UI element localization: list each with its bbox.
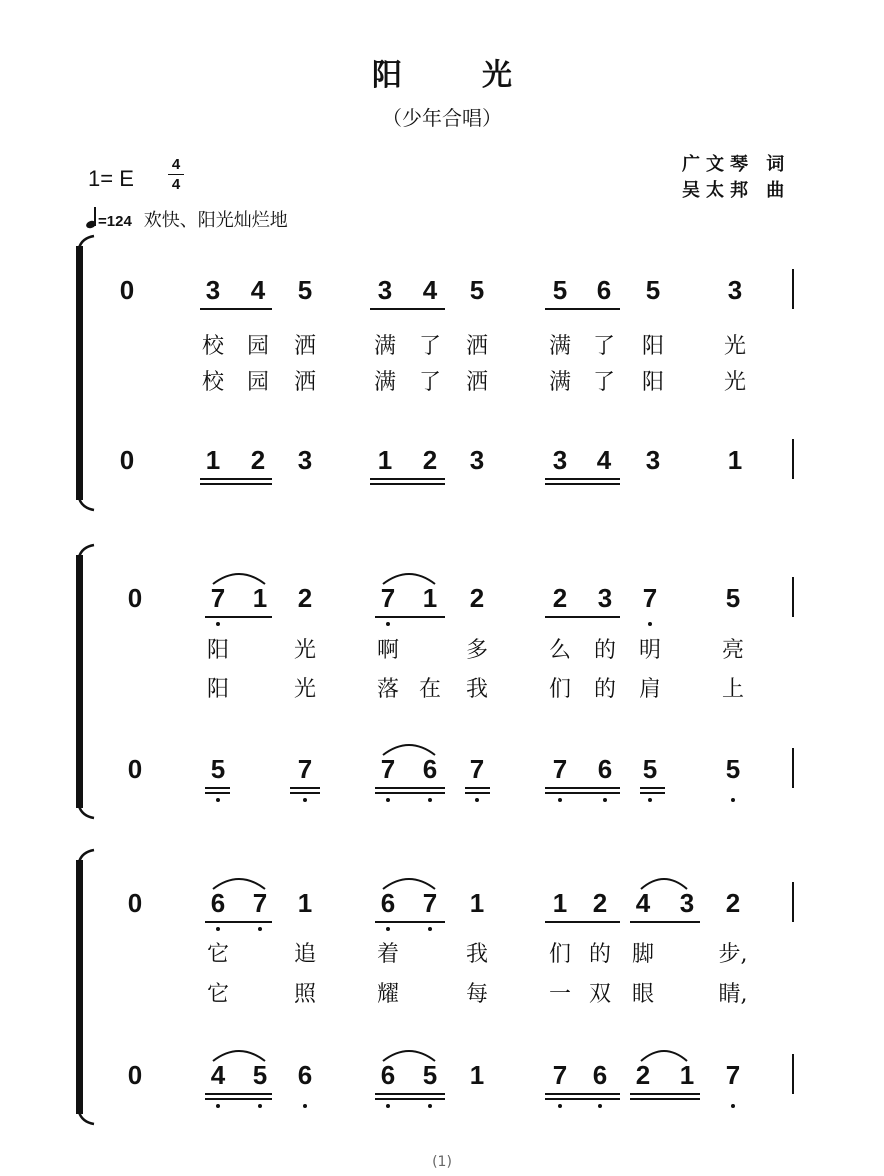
underline-beam — [370, 478, 445, 480]
upper-note: 3 — [679, 888, 695, 918]
lyric-verse-1: 了 — [418, 334, 441, 359]
slur — [212, 1046, 266, 1062]
upper-note: 6 — [596, 275, 612, 305]
lyric-verse-2: 满 — [548, 370, 571, 395]
octave-dot — [731, 1104, 735, 1108]
upper-note: 3 — [205, 275, 221, 305]
lower-note: 7 — [552, 1060, 568, 1090]
underline-beam — [375, 1093, 445, 1095]
upper-note: 1 — [422, 583, 438, 613]
octave-dot — [598, 1104, 602, 1108]
quarter-note-icon — [86, 207, 98, 231]
upper-note: 6 — [210, 888, 226, 918]
underline-beam — [545, 1098, 620, 1100]
lyric-verse-1: 洒 — [465, 334, 488, 359]
lower-note: 6 — [422, 754, 438, 784]
lyric-verse-2: 它 — [206, 982, 229, 1007]
time-signature: 4 4 — [168, 156, 184, 193]
barline — [792, 882, 794, 922]
lyric-verse-1: 我 — [465, 942, 488, 967]
octave-dot — [603, 798, 607, 802]
lower-note: 5 — [422, 1060, 438, 1090]
slur — [382, 874, 436, 890]
lyric-verse-2: 了 — [592, 370, 615, 395]
lyric-verse-2: 照 — [293, 982, 316, 1007]
lyric-verse-1: 着 — [376, 942, 399, 967]
lower-note: 7 — [725, 1060, 741, 1090]
lower-note: 0 — [127, 1060, 143, 1090]
lower-note: 5 — [725, 754, 741, 784]
underline-beam — [545, 792, 620, 794]
lower-note: 6 — [380, 1060, 396, 1090]
barline — [792, 577, 794, 617]
lower-note: 3 — [469, 445, 485, 475]
lower-note: 7 — [380, 754, 396, 784]
upper-note: 5 — [725, 583, 741, 613]
upper-note: 4 — [422, 275, 438, 305]
bracket-cap — [76, 1110, 96, 1126]
upper-note: 7 — [252, 888, 268, 918]
octave-dot — [731, 798, 735, 802]
lyric-verse-2: 双 — [588, 982, 611, 1007]
upper-note: 7 — [210, 583, 226, 613]
lyric-verse-2: 睛, — [718, 982, 748, 1007]
tempo-bpm: =124 — [98, 213, 132, 230]
lower-note: 1 — [377, 445, 393, 475]
lyric-verse-1: 的 — [588, 942, 611, 967]
underline-beam — [205, 616, 272, 618]
upper-note: 1 — [469, 888, 485, 918]
octave-dot — [428, 927, 432, 931]
upper-note: 0 — [119, 275, 135, 305]
lyric-verse-2: 阳 — [206, 677, 229, 702]
upper-note: 0 — [127, 583, 143, 613]
octave-dot — [386, 1104, 390, 1108]
lyric-verse-1: 满 — [548, 334, 571, 359]
underline-beam — [545, 787, 620, 789]
lower-note: 1 — [205, 445, 221, 475]
lyric-verse-1: 光 — [723, 334, 746, 359]
key-signature: 1= E — [88, 166, 134, 191]
lyric-verse-2: 园 — [246, 370, 269, 395]
upper-note: 2 — [592, 888, 608, 918]
octave-dot — [303, 798, 307, 802]
lyric-verse-1: 追 — [293, 942, 316, 967]
barline — [792, 1054, 794, 1094]
upper-note: 2 — [725, 888, 741, 918]
lyric-verse-1: 啊 — [376, 638, 399, 663]
octave-dot — [648, 622, 652, 626]
underline-beam — [375, 921, 445, 923]
octave-dot — [475, 798, 479, 802]
underline-beam — [375, 616, 445, 618]
lyric-verse-2: 们 — [548, 677, 571, 702]
upper-note: 6 — [380, 888, 396, 918]
underline-beam — [465, 792, 490, 794]
tempo-expression: 欢快、阳光灿烂地 — [143, 210, 288, 231]
system-bracket — [76, 860, 83, 1114]
lower-note: 1 — [679, 1060, 695, 1090]
lyric-verse-1: 的 — [593, 638, 616, 663]
slur — [382, 569, 436, 585]
lower-note: 0 — [127, 754, 143, 784]
lower-note: 6 — [592, 1060, 608, 1090]
lyric-verse-1: 多 — [465, 638, 488, 663]
bracket-cap — [76, 804, 96, 820]
underline-beam — [370, 308, 445, 310]
lyric-verse-2: 了 — [418, 370, 441, 395]
bracket-cap — [76, 234, 96, 250]
underline-beam — [375, 787, 445, 789]
underline-beam — [375, 1098, 445, 1100]
system-bracket — [76, 246, 83, 500]
lyric-verse-2: 一 — [548, 982, 571, 1007]
lyric-verse-2: 每 — [465, 982, 488, 1007]
lower-note: 1 — [469, 1060, 485, 1090]
octave-dot — [386, 622, 390, 626]
octave-dot — [648, 798, 652, 802]
octave-dot — [386, 927, 390, 931]
octave-dot — [216, 927, 220, 931]
upper-note: 7 — [380, 583, 396, 613]
lyric-verse-2: 的 — [593, 677, 616, 702]
lyric-verse-1: 阳 — [206, 638, 229, 663]
lyric-verse-2: 满 — [373, 370, 396, 395]
upper-note: 3 — [377, 275, 393, 305]
bracket-cap — [76, 496, 96, 512]
upper-note: 5 — [469, 275, 485, 305]
lyric-verse-1: 阳 — [641, 334, 664, 359]
lower-note: 0 — [119, 445, 135, 475]
octave-dot — [303, 1104, 307, 1108]
lyric-verse-2: 洒 — [293, 370, 316, 395]
slur — [382, 1046, 436, 1062]
upper-note: 2 — [552, 583, 568, 613]
barline — [792, 748, 794, 788]
lyric-verse-2: 眼 — [631, 982, 654, 1007]
barline — [792, 439, 794, 479]
bracket-cap — [76, 848, 96, 864]
upper-note: 0 — [127, 888, 143, 918]
lower-note: 2 — [422, 445, 438, 475]
lyric-verse-2: 阳 — [641, 370, 664, 395]
lower-note: 3 — [552, 445, 568, 475]
slur — [640, 1046, 688, 1062]
upper-note: 3 — [597, 583, 613, 613]
lyric-verse-1: 校 — [201, 334, 224, 359]
underline-beam — [205, 1093, 272, 1095]
upper-note: 5 — [552, 275, 568, 305]
underline-beam — [200, 483, 272, 485]
underline-beam — [545, 478, 620, 480]
octave-dot — [428, 1104, 432, 1108]
underline-beam — [630, 1098, 700, 1100]
lyric-verse-2: 光 — [723, 370, 746, 395]
underline-beam — [545, 921, 620, 923]
lower-note: 2 — [635, 1060, 651, 1090]
octave-dot — [386, 798, 390, 802]
lower-note: 6 — [297, 1060, 313, 1090]
underline-beam — [545, 308, 620, 310]
upper-note: 1 — [552, 888, 568, 918]
underline-beam — [205, 787, 230, 789]
lower-note: 1 — [727, 445, 743, 475]
lyric-verse-2: 光 — [293, 677, 316, 702]
upper-note: 2 — [297, 583, 313, 613]
lower-note: 2 — [250, 445, 266, 475]
lyric-verse-1: 园 — [246, 334, 269, 359]
underline-beam — [205, 792, 230, 794]
lyric-verse-1: 光 — [293, 638, 316, 663]
lower-note: 5 — [252, 1060, 268, 1090]
lyric-verse-2: 肩 — [638, 677, 661, 702]
octave-dot — [428, 798, 432, 802]
page-number: (1) — [432, 1154, 452, 1170]
lower-note: 3 — [645, 445, 661, 475]
upper-note: 4 — [250, 275, 266, 305]
underline-beam — [200, 478, 272, 480]
lyric-verse-2: 落 — [376, 677, 399, 702]
upper-note: 7 — [422, 888, 438, 918]
octave-dot — [558, 798, 562, 802]
upper-note: 3 — [727, 275, 743, 305]
octave-dot — [558, 1104, 562, 1108]
underline-beam — [545, 1093, 620, 1095]
underline-beam — [290, 787, 320, 789]
lyric-verse-1: 明 — [638, 638, 661, 663]
lyric-verse-1: 么 — [548, 638, 571, 663]
octave-dot — [216, 622, 220, 626]
lower-note: 7 — [297, 754, 313, 784]
lyric-verse-1: 洒 — [293, 334, 316, 359]
slur — [640, 874, 688, 890]
upper-note: 5 — [297, 275, 313, 305]
lower-note: 6 — [597, 754, 613, 784]
underline-beam — [640, 792, 665, 794]
underline-beam — [465, 787, 490, 789]
lower-note: 3 — [297, 445, 313, 475]
lyric-verse-2: 我 — [465, 677, 488, 702]
composer-credit: 吴太邦 曲 — [682, 180, 791, 201]
underline-beam — [290, 792, 320, 794]
upper-note: 5 — [645, 275, 661, 305]
upper-note: 2 — [469, 583, 485, 613]
lyric-verse-1: 满 — [373, 334, 396, 359]
underline-beam — [205, 1098, 272, 1100]
underline-beam — [375, 792, 445, 794]
slur — [212, 569, 266, 585]
lyric-verse-2: 耀 — [376, 982, 399, 1007]
underline-beam — [370, 483, 445, 485]
upper-note: 1 — [297, 888, 313, 918]
lower-note: 5 — [210, 754, 226, 784]
system-bracket — [76, 555, 83, 808]
lower-note: 7 — [469, 754, 485, 784]
underline-beam — [205, 921, 272, 923]
octave-dot — [216, 798, 220, 802]
lower-note: 4 — [596, 445, 612, 475]
underline-beam — [545, 483, 620, 485]
underline-beam — [640, 787, 665, 789]
upper-note: 7 — [642, 583, 658, 613]
slur — [382, 740, 436, 756]
page-title: 阳 光 — [372, 58, 512, 93]
bracket-cap — [76, 543, 96, 559]
underline-beam — [630, 1093, 700, 1095]
underline-beam — [200, 308, 272, 310]
tempo-marking — [86, 206, 288, 232]
lyric-verse-1: 脚 — [631, 942, 654, 967]
lyric-verse-2: 上 — [721, 677, 744, 702]
lyric-verse-1: 们 — [548, 942, 571, 967]
lyric-verse-1: 亮 — [721, 638, 744, 663]
subtitle: （少年合唱） — [382, 106, 502, 130]
lyric-verse-1: 步, — [718, 942, 748, 967]
lower-note: 7 — [552, 754, 568, 784]
upper-note: 4 — [635, 888, 651, 918]
lower-note: 4 — [210, 1060, 226, 1090]
lyricist-credit: 广文琴 词 — [682, 154, 791, 175]
slur — [212, 874, 266, 890]
lyric-verse-2: 校 — [201, 370, 224, 395]
underline-beam — [545, 616, 620, 618]
lyric-verse-2: 洒 — [465, 370, 488, 395]
octave-dot — [258, 927, 262, 931]
lower-note: 5 — [642, 754, 658, 784]
barline — [792, 269, 794, 309]
octave-dot — [258, 1104, 262, 1108]
lyric-verse-1: 了 — [592, 334, 615, 359]
lyric-verse-1: 它 — [206, 942, 229, 967]
underline-beam — [630, 921, 700, 923]
upper-note: 1 — [252, 583, 268, 613]
lyric-verse-2: 在 — [418, 677, 441, 702]
octave-dot — [216, 1104, 220, 1108]
